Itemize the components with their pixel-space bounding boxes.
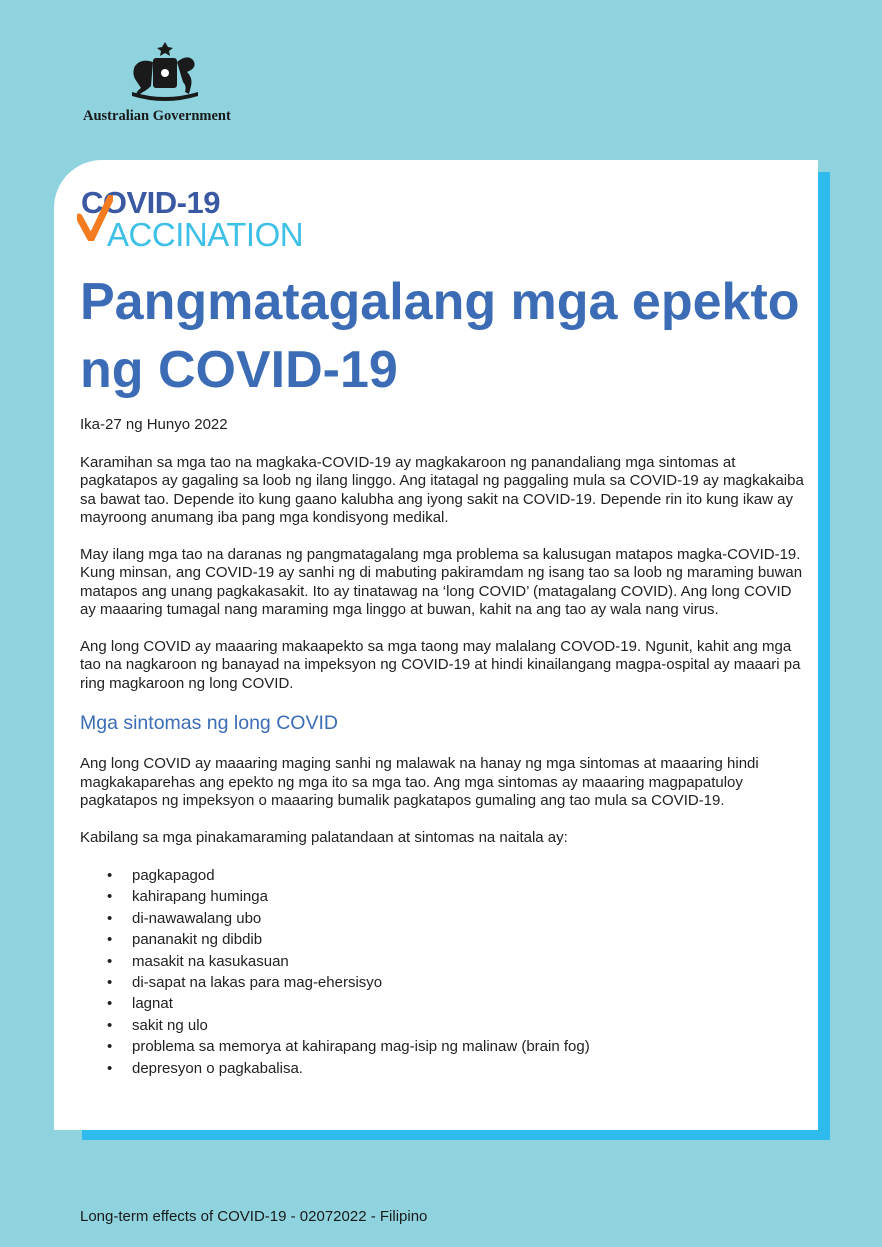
list-item: • kahirapang huminga — [80, 886, 808, 907]
bullet-icon: • — [107, 1038, 113, 1056]
list-item: • lagnat — [80, 993, 808, 1014]
section-paragraph: Ang long COVID ay maaaring maging sanhi ng malawak na hanay ng mga sintomas at maaaring hindi magkakaparehas ang epekto ng mga ito sa mga tao. Ang mga sintomas ay maaaring magpapatuloy pagkatapos ng impeksyon o maaaring bumalik pagkatapos gumaling ang tao mula sa COVID-19. — [80, 755, 759, 809]
intro-paragraph: Karamihan sa mga tao na magkaka-COVID-19 ay magkakaroon ng panandaliang mga sintomas at pagkatapos ay gagaling sa loob ng ilang linggo. Ang itatagal ng paggaling mula sa COVID-19 ay magkakaiba sa bawat tao. Depende ito kung gaano kalubha ang iyong sakit na COVID-19. Depende rin ito kung ikaw ay mayroong anumang iba pang mga kondisyong medikal. — [80, 453, 804, 526]
bullet-icon: • — [107, 888, 113, 906]
bullet-icon: • — [107, 867, 113, 884]
symptom-list — [80, 865, 808, 1079]
list-item: • pagkapagod — [80, 865, 808, 886]
bullet-icon: • — [107, 1016, 113, 1034]
bullet-icon: • — [107, 974, 113, 992]
page-footer: Long-term effects of COVID-19 - 02072022 - Filipino — [80, 1208, 428, 1225]
logo-line-1: COVID-19 — [81, 185, 220, 220]
section-heading: Mga sintomas ng long COVID — [80, 712, 338, 734]
list-item: • pananakit ng dibdib — [80, 929, 808, 950]
covid-vaccination-logo — [81, 185, 321, 253]
bullet-icon: • — [107, 909, 113, 927]
bullet-icon: • — [107, 952, 113, 970]
list-item: • problema sa memorya at kahirapang mag-isip ng malinaw (brain fog) — [80, 1036, 808, 1057]
logo-line-2: ACCINATION — [107, 216, 304, 253]
list-item: • depresyon o pagkabalisa. — [80, 1058, 808, 1079]
page-title: Pangmatagalang mga epekto ng COVID-19 — [80, 273, 800, 399]
list-item: • sakit ng ulo — [80, 1015, 808, 1036]
government-name: Australian Government — [83, 108, 231, 124]
list-item: • masakit na kasukasuan — [80, 951, 808, 972]
section-paragraph: Kabilang sa mga pinakamaraming palatandaan at sintomas na naitala ay: — [80, 828, 568, 846]
list-item: • di-nawawalang ubo — [80, 908, 808, 929]
bullet-icon: • — [107, 931, 113, 949]
bullet-icon: • — [107, 1059, 113, 1077]
coat-of-arms-icon — [120, 40, 210, 106]
publication-date: Ika-27 ng Hunyo 2022 — [80, 416, 228, 433]
intro-paragraph: Ang long COVID ay maaaring makaapekto sa mga taong may malalang COVOD-19. Ngunit, kahit ang mga tao na nagkaroon ng banayad na impeksyon ng COVID-19 at hindi kinailangang magpa-ospital ay maaari pa ring magkaroon ng long COVID. — [80, 637, 801, 692]
intro-paragraph: May ilang mga tao na daranas ng pangmatagalang mga problema sa kalusugan matapos magka-COVID-19. Kung minsan, ang COVID-19 ay sanhi ng di mabuting pakiramdam ng isang tao sa loob ng maraming buwan matapos ang unang pagkakasakit. Ito ay tinatawag na ‘long COVID’ (matagalang COVID). Ang long COVID ay maaaring tumagal nang maraming mga linggo at buwan, kahit na ang tao ay wala nang virus. — [80, 545, 803, 618]
bullet-icon: • — [107, 995, 113, 1013]
document-body — [80, 416, 808, 1079]
check-mark-icon — [77, 195, 113, 241]
list-item: • di-sapat na lakas para mag-ehersisyo — [80, 972, 808, 993]
